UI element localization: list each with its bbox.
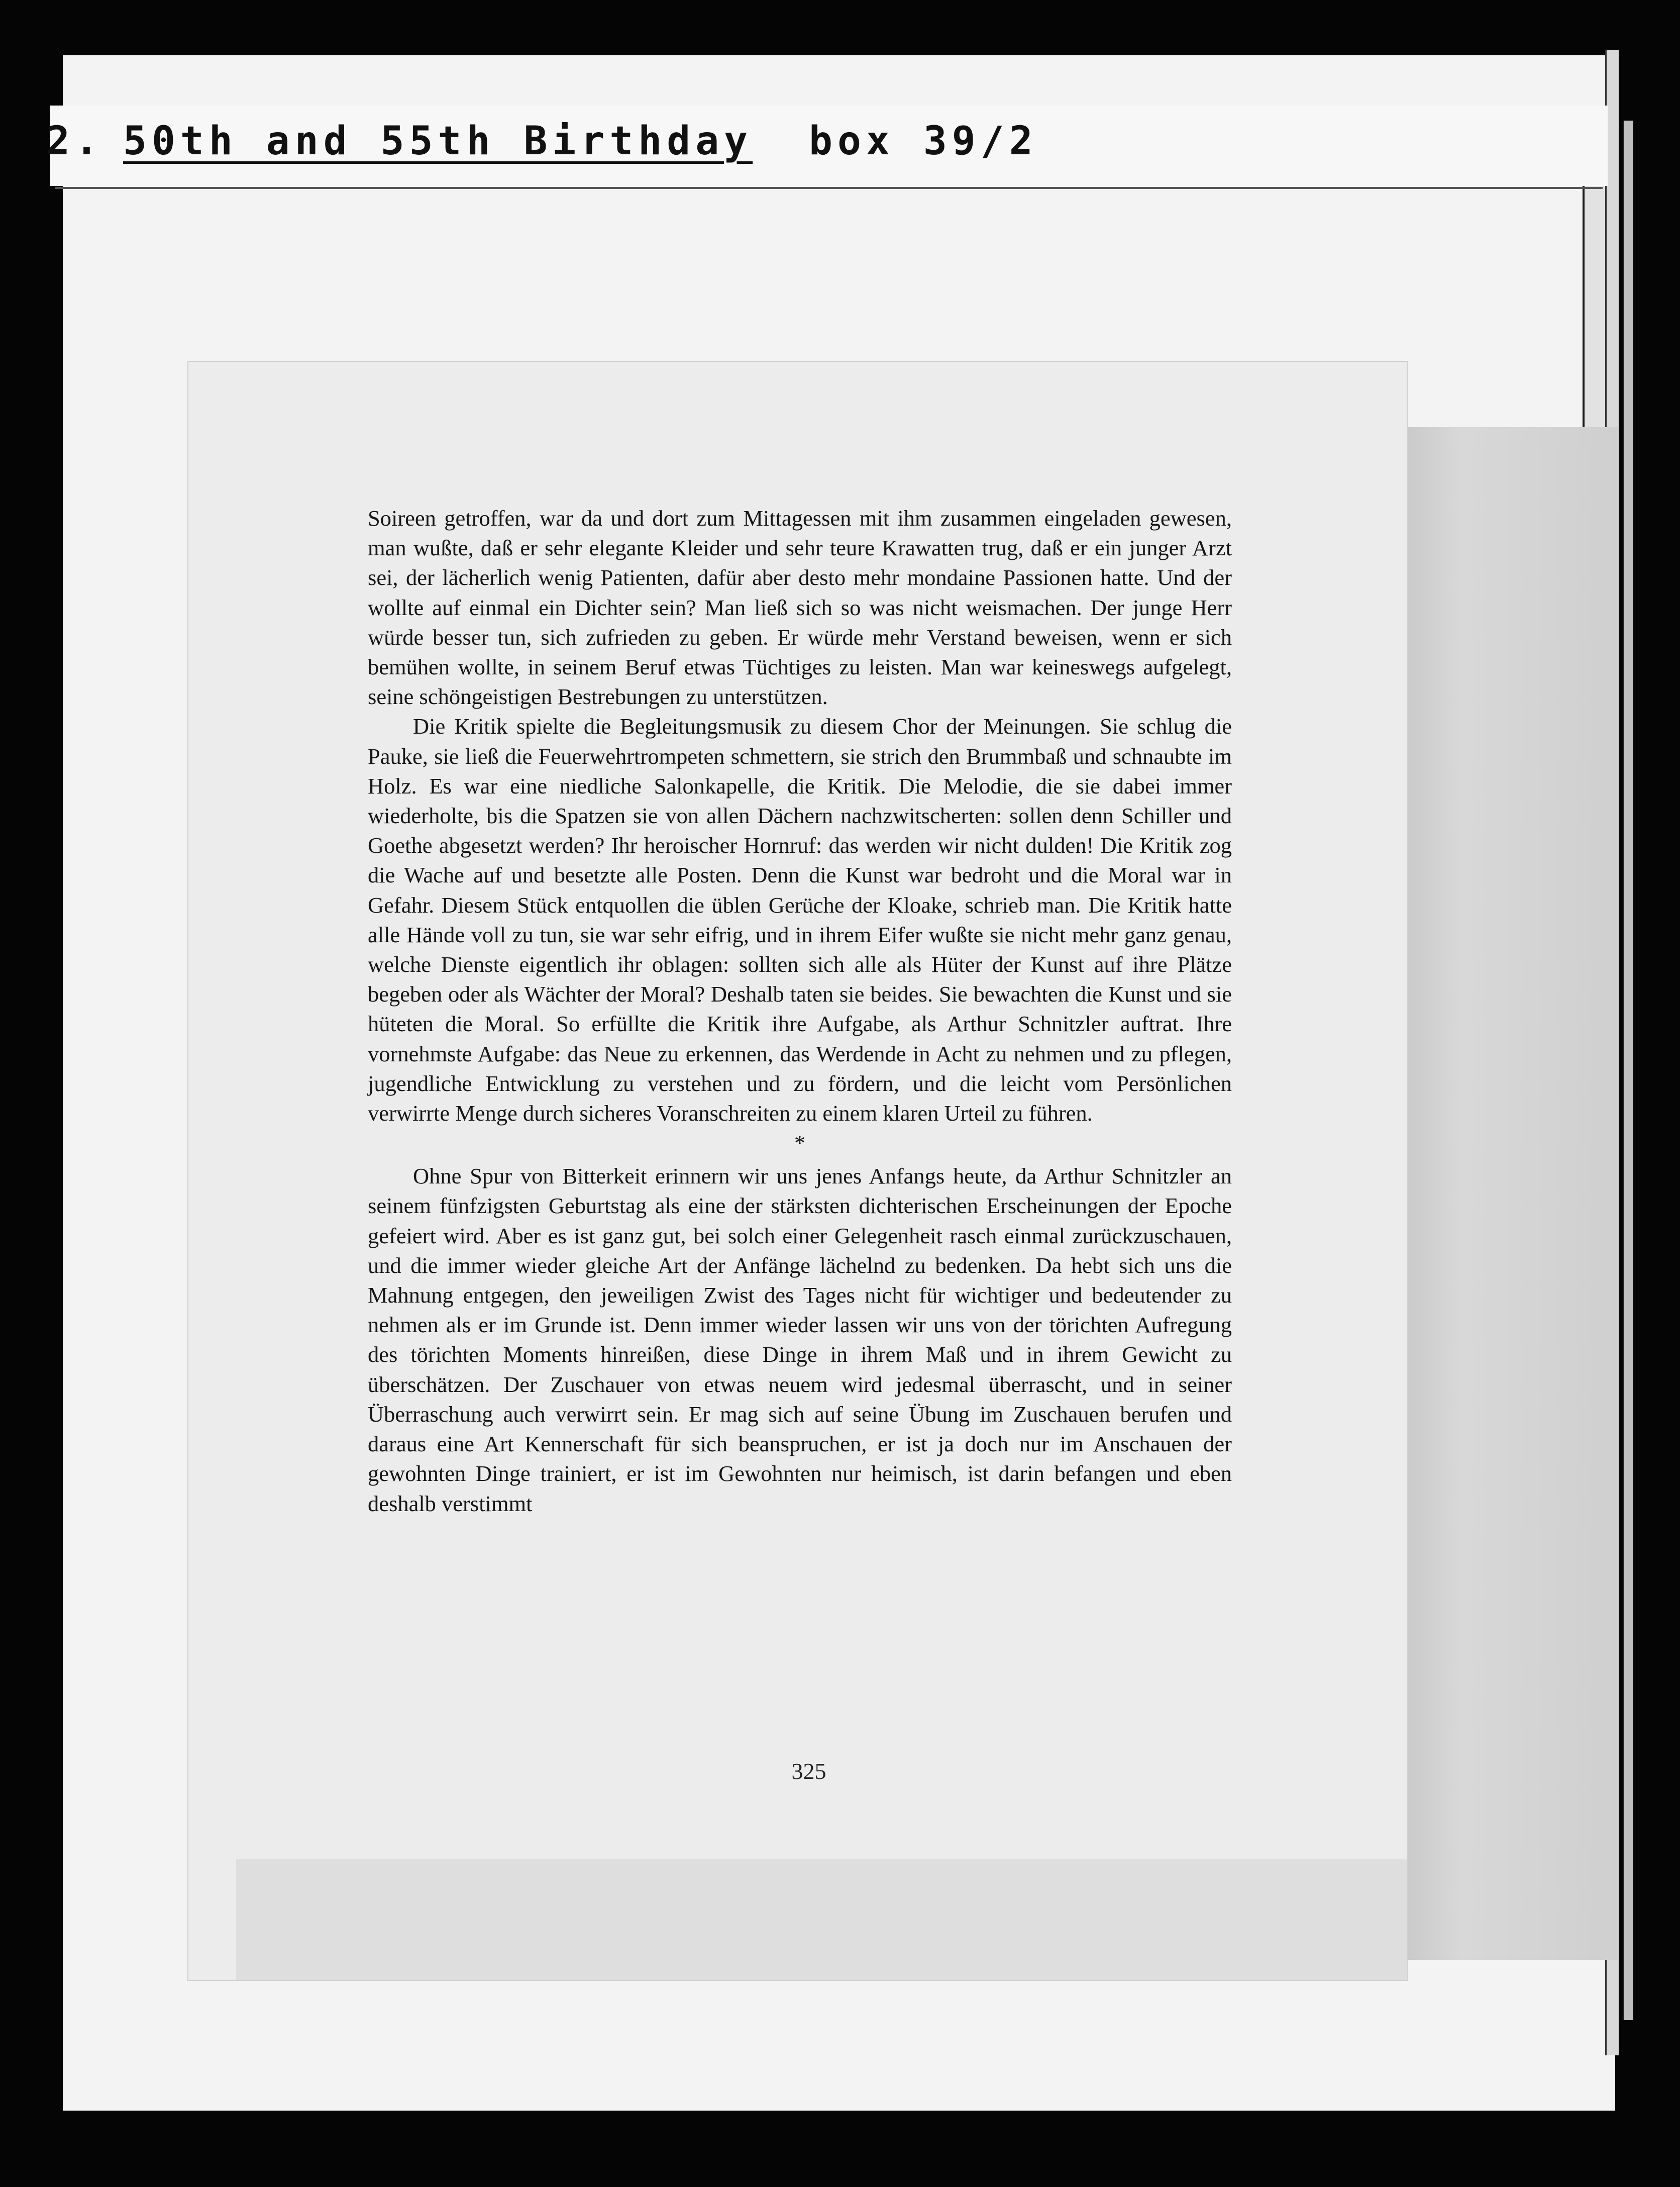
header-title: 50th and 55th Birthday xyxy=(123,119,753,164)
page-number: 325 xyxy=(791,1758,826,1784)
header-box-label: box 39/2 xyxy=(809,119,1038,164)
folder-edge-back xyxy=(1623,121,1633,2020)
paragraph-2: Die Kritik spielte die Begleitungsmusik zu diesem Chor der Meinungen. Sie schlug die Pauke, sie ließ die Feuerwehrtrompeten schmettern, sie strich den Brummbaß und schnaubte im Holz. Es war eine niedliche Salonkapelle, die Kritik. Die Melodie, die sie dabei immer wiederholte, bis die Spatzen sie von allen Dächern nachzwitscherten: sollen denn Schiller und Goethe abgesetzt werden? Ihr heroischer Hornruf: das werden wir nicht dulden! Die Kritik zog die Wache auf und besetzte alle Posten. Denn die Kunst war bedroht und die Moral war in Gefahr. Diesem Stück entquollen die üblen Gerüche der Kloake, schrieb man. Die Kritik hatte alle Hände voll zu tun, sie war sehr eifrig, und in ihrem Eifer wußte sie nicht mehr ganz genau, welche Dienste eigentlich ihr oblagen: sollten sich alle als Hüter der Kunst auf ihre Plätze begeben oder als Wächter der Moral? Deshalb taten sie beides. Sie bewachten die Kunst und sie hüteten die Moral. So erfüllte die Kritik ihre Aufgabe, als Arthur Schnitzler auftrat. Ihre vornehmste Aufgabe: das Neue zu erkennen, das Werdende in Acht zu nehmen und zu pflegen, jugendliche Entwicklung zu verstehen und zu fördern, und die leicht vom Persönlichen verwirrte Menge durch sicheres Voranschreiten zu einem klaren Urteil zu führen. xyxy=(368,714,1232,1126)
page-bottom-band xyxy=(236,1859,1407,1980)
paragraph-3: Ohne Spur von Bitterkeit erinnern wir uns jenes Anfangs heute, da Arthur Schnitzler an seinem fünfzigsten Geburtstag als eine der stärksten dichterischen Erscheinungen der Epoche gefeiert wird. Aber es ist ganz gut, bei solch einer Gelegenheit rasch einmal zurückzuschauen, und die immer wieder gleiche Art der Anfänge lächelnd zu bedenken. Da hebt sich uns die Mahnung entgegen, den jeweiligen Zwist des Tages nicht für wichtiger und bedeutender zu nehmen als er im Grunde ist. Denn immer wieder lassen wir uns von der törichten Aufregung des törichten Moments hinreißen, diese Dinge in ihrem Maß und in ihrem Gewicht zu überschätzen. Der Zuschauer von etwas neuem wird jedesmal überrascht, und in seiner Überraschung auch verwirrt sein. Er mag sich auf seine Übung im Zuschauen berufen und daraus eine Art Kennerschaft für sich beanspruchen, er ist ja doch nur im Anschauen der gewohnten Dinge trainiert, er ist im Gewohnten nur heimisch, ist darin befangen und eben deshalb verstimmt xyxy=(368,1163,1232,1516)
page-body-text xyxy=(368,504,1232,1519)
section-separator: * xyxy=(794,1131,805,1156)
header-rule xyxy=(55,187,1603,189)
header-number: 2. xyxy=(46,119,103,164)
paragraph-1: Soireen getroffen, war da und dort zum Mittagessen mit ihm zusammen eingeladen gewesen, man wußte, daß er sehr elegante Kleider und sehr teure Krawatten trug, daß er ein junger Arzt sei, der lächerlich wenig Patienten, dafür aber desto mehr mondaine Passionen hatte. Und der wollte auf einmal ein Dichter sein? Man ließ sich so was nicht weismachen. Der junge Herr würde besser tun, sich zufrieden zu geben. Er würde mehr Verstand beweisen, wenn er sich bemühen wollte, in seinem Beruf etwas Tüchtiges zu leisten. Man war keineswegs aufgelegt, seine schöngeistigen Bestrebungen zu unterstützen. xyxy=(368,506,1232,710)
